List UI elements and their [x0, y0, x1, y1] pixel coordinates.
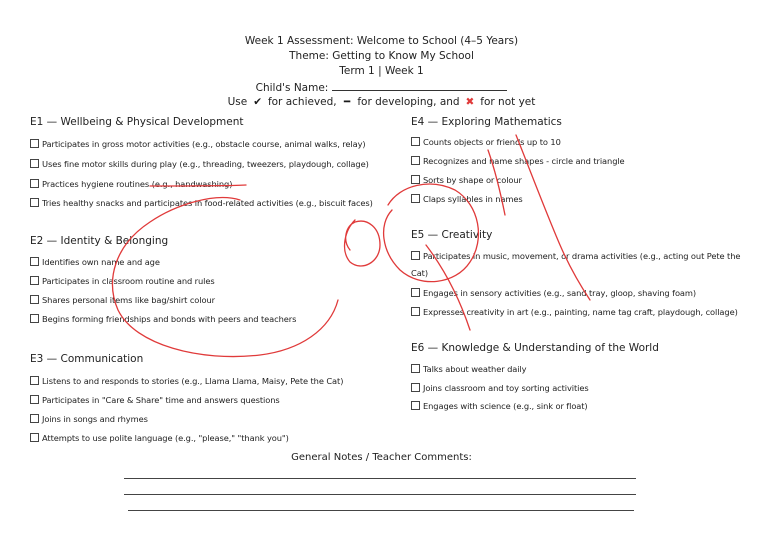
checklist-item[interactable]: Counts objects or friends up to 10	[411, 137, 561, 147]
checkbox[interactable]	[411, 175, 420, 184]
checkbox[interactable]	[411, 251, 420, 260]
section-title-e4: E4 — Exploring Mathematics	[411, 116, 562, 128]
section-title-e1: E1 — Wellbeing & Physical Development	[30, 116, 244, 128]
checkbox[interactable]	[411, 288, 420, 297]
checklist-item[interactable]: Participates in gross motor activities (e.g., obstacle course, animal walks, relay)	[30, 139, 366, 149]
check-icon: ✔	[253, 96, 262, 108]
checkbox[interactable]	[411, 364, 420, 373]
legend-row	[0, 95, 763, 110]
notes-line[interactable]	[128, 510, 634, 511]
notes-title: General Notes / Teacher Comments:	[291, 452, 472, 463]
checkbox[interactable]	[411, 383, 420, 392]
checklist-item[interactable]: Listens to and responds to stories (e.g., Llama Llama, Maisy, Pete the Cat)	[30, 376, 343, 386]
checklist-item[interactable]: Shares personal items like bag/shirt colour	[30, 295, 215, 305]
small-loop-stroke	[345, 220, 380, 266]
checkbox[interactable]	[30, 395, 39, 404]
checkbox[interactable]	[411, 307, 420, 316]
checkbox[interactable]	[30, 179, 39, 188]
section-title-e3: E3 — Communication	[30, 353, 144, 365]
checklist-item[interactable]: Uses fine motor skills during play (e.g., threading, tweezers, playdough, collage)	[30, 159, 369, 169]
checklist-item[interactable]: Identifies own name and age	[30, 257, 160, 267]
checklist-item[interactable]: Participates in "Care & Share" time and answers questions	[30, 395, 280, 405]
notes-line[interactable]	[124, 494, 636, 495]
checklist-item[interactable]: Recognizes and name shapes - circle and triangle	[411, 156, 625, 166]
checkbox[interactable]	[411, 137, 420, 146]
checklist-item[interactable]: Begins forming friendships and bonds with peers and teachers	[30, 314, 296, 324]
checklist-item[interactable]: Participates in music, movement, or drama activities (e.g., acting out Pete the	[411, 251, 740, 261]
checkbox[interactable]	[411, 156, 420, 165]
checkbox[interactable]	[411, 401, 420, 410]
checklist-item[interactable]: Engages in sensory activities (e.g., sand tray, gloop, shaving foam)	[411, 288, 696, 298]
child-name-field[interactable]	[332, 80, 507, 91]
notes-line[interactable]	[124, 478, 636, 479]
legend-achieved: for achieved,	[267, 96, 337, 108]
legend-not-yet: for not yet	[480, 96, 536, 108]
checkbox[interactable]	[30, 295, 39, 304]
checkbox[interactable]	[30, 257, 39, 266]
checkbox[interactable]	[30, 433, 39, 442]
checklist-item[interactable]: Talks about weather daily	[411, 364, 526, 374]
theme-line: Theme: Getting to Know My School	[289, 50, 474, 62]
section-title-e6: E6 — Knowledge & Understanding of the World	[411, 342, 659, 354]
checklist-item[interactable]: Claps syllables in names	[411, 194, 523, 204]
cross-icon: ✖	[465, 96, 475, 108]
section-title-e2: E2 — Identity & Belonging	[30, 235, 169, 247]
term-line: Term 1 | Week 1	[339, 65, 424, 77]
child-name-row	[0, 80, 763, 96]
checkbox[interactable]	[411, 194, 420, 203]
checklist-item[interactable]: Joins classroom and toy sorting activities	[411, 383, 589, 393]
child-name-label: Child's Name:	[255, 82, 329, 94]
checklist-item[interactable]: Participates in classroom routine and rules	[30, 276, 215, 286]
checkbox[interactable]	[30, 198, 39, 207]
checkbox[interactable]	[30, 376, 39, 385]
checkbox[interactable]	[30, 139, 39, 148]
section-title-e5: E5 — Creativity	[411, 229, 493, 241]
checkbox[interactable]	[30, 414, 39, 423]
checklist-item[interactable]: Joins in songs and rhymes	[30, 414, 148, 424]
checklist-item-continued: Cat)	[411, 268, 428, 278]
legend-developing: for developing, and	[357, 96, 460, 108]
checklist-item[interactable]: Tries healthy snacks and participates in food-related activities (e.g., biscuit faces)	[30, 198, 373, 208]
checklist-item[interactable]: Engages with science (e.g., sink or float)	[411, 401, 588, 411]
checklist-item[interactable]: Sorts by shape or colour	[411, 175, 522, 185]
checklist-item[interactable]: Expresses creativity in art (e.g., painting, name tag craft, playdough, collage)	[411, 307, 738, 317]
checkbox[interactable]	[30, 276, 39, 285]
dash-icon: ━	[343, 96, 351, 108]
legend-prefix: Use	[227, 96, 248, 108]
page-title: Week 1 Assessment: Welcome to School (4–5 Years)	[244, 35, 519, 47]
checkbox[interactable]	[30, 159, 39, 168]
checkbox[interactable]	[30, 314, 39, 323]
checklist-item[interactable]: Attempts to use polite language (e.g., "please," "thank you")	[30, 433, 289, 443]
checklist-item[interactable]: Practices hygiene routines (e.g., handwashing)	[30, 179, 232, 189]
